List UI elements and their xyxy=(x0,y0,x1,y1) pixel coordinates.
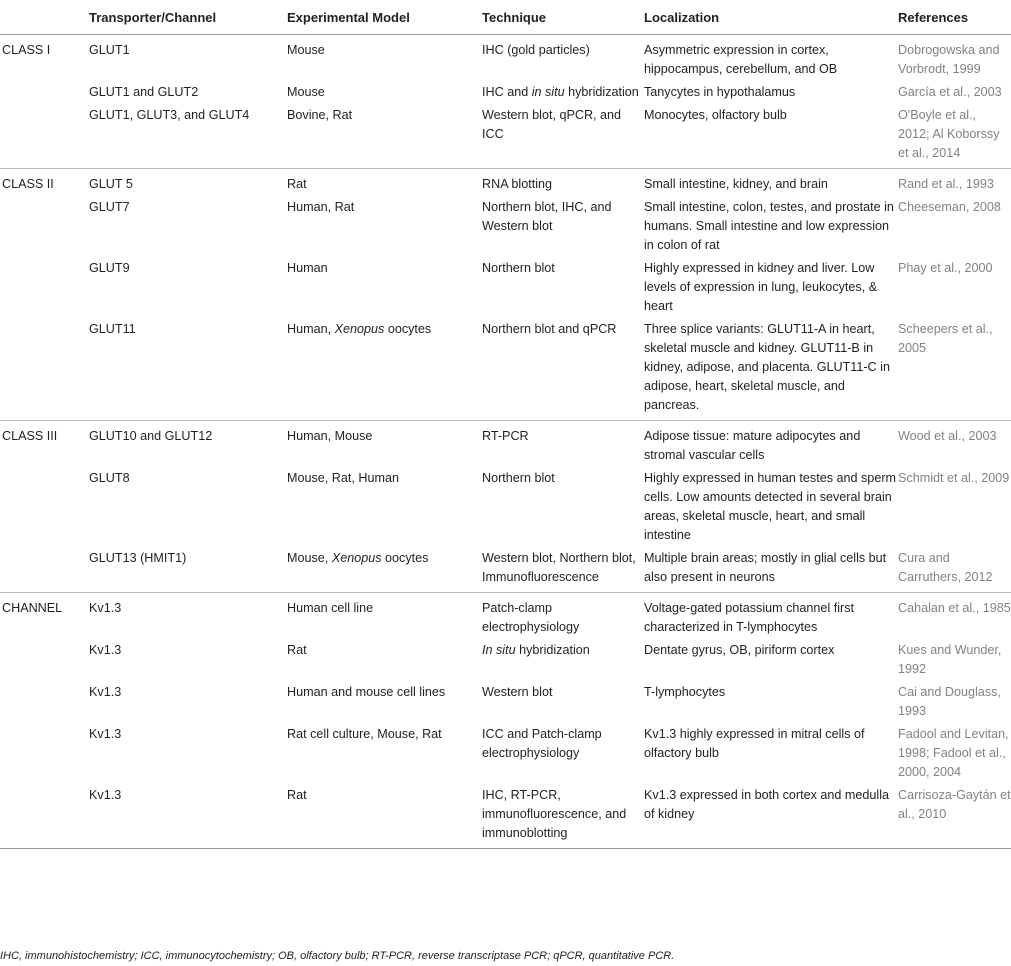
table-row xyxy=(0,545,1011,593)
class-label xyxy=(0,782,89,849)
model-text: Human, xyxy=(287,322,335,336)
transporter-cell: Kv1.3 xyxy=(89,685,122,699)
localization-cell: Voltage-gated potassium channel first characterized in T-lymphocytes xyxy=(644,601,855,634)
reference-cell: Kues and Wunder, 1992 xyxy=(898,643,1002,676)
transporter-cell: Kv1.3 xyxy=(89,643,122,657)
table-row xyxy=(0,593,1011,638)
class-label xyxy=(0,545,89,593)
transporter-cell: GLUT8 xyxy=(89,471,130,485)
localization-cell: Adipose tissue: mature adipocytes and stromal vascular cells xyxy=(644,429,861,462)
technique-cell: Western blot, qPCR, and ICC xyxy=(482,102,644,169)
class-label: CLASS I xyxy=(2,43,51,57)
reference-cell: Cheeseman, 2008 xyxy=(898,200,1001,214)
header-references: References xyxy=(898,0,1011,35)
reference-cell: Fadool and Levitan, 1998; Fadool et al., 2000, 2004 xyxy=(898,727,1009,779)
model-cell xyxy=(287,545,482,593)
transporter-cell: GLUT7 xyxy=(89,200,130,214)
reference-cell: Dobrogowska and Vorbrodt, 1999 xyxy=(898,43,1000,76)
technique-cell xyxy=(482,79,644,102)
technique-text: hybridization xyxy=(515,643,590,657)
transporter-cell: Kv1.3 xyxy=(89,727,122,741)
model-italic-text: Xenopus xyxy=(334,322,385,336)
model-text: oocytes xyxy=(384,322,432,336)
table-row xyxy=(0,102,1011,169)
reference-cell: O'Boyle et al., 2012; Al Koborssy et al., 2014 xyxy=(898,102,1011,169)
transporter-cell: GLUT1, GLUT3, and GLUT4 xyxy=(89,102,287,169)
table-row xyxy=(0,316,1011,421)
transporter-cell: Kv1.3 xyxy=(89,601,122,615)
transporter-cell: GLUT9 xyxy=(89,261,130,275)
class-label xyxy=(0,465,89,545)
technique-cell: Northern blot, IHC, and Western blot xyxy=(482,200,612,233)
technique-cell: Patch-clamp electrophysiology xyxy=(482,601,580,634)
technique-cell: Western blot xyxy=(482,685,553,699)
technique-cell: RNA blotting xyxy=(482,177,553,191)
technique-cell: Northern blot and qPCR xyxy=(482,316,644,421)
model-cell: Rat xyxy=(287,177,307,191)
localization-cell: Highly expressed in human testes and sperm cells. Low amounts detected in several brain areas, skeletal muscle, heart, and small intestine xyxy=(644,471,897,542)
table-row xyxy=(0,255,1011,316)
transporter-cell: GLUT10 and GLUT12 xyxy=(89,429,213,443)
reference-cell: Rand et al., 1993 xyxy=(898,177,994,191)
table-row xyxy=(0,169,1011,195)
technique-italic-text: In situ xyxy=(482,643,516,657)
class-label: CLASS II xyxy=(2,177,54,191)
model-cell: Mouse, Rat, Human xyxy=(287,471,399,485)
table-row xyxy=(0,35,1011,80)
table-row xyxy=(0,79,1011,102)
technique-text: hybridization xyxy=(564,85,639,99)
table-row xyxy=(0,679,1011,721)
reference-cell: Cahalan et al., 1985 xyxy=(898,601,1011,615)
model-cell: Bovine, Rat xyxy=(287,102,482,169)
table-row xyxy=(0,637,1011,679)
model-cell: Rat xyxy=(287,782,482,849)
reference-cell: Carrisoza-Gaytán et al., 2010 xyxy=(898,782,1011,849)
localization-cell: Tanycytes in hypothalamus xyxy=(644,85,796,99)
table-row xyxy=(0,465,1011,545)
transporter-cell: GLUT11 xyxy=(89,316,287,421)
model-cell: Mouse xyxy=(287,43,325,57)
class-label xyxy=(0,194,89,255)
technique-cell: ICC and Patch-clamp electrophysiology xyxy=(482,727,602,760)
technique-cell: RT-PCR xyxy=(482,429,529,443)
table-row xyxy=(0,421,1011,466)
technique-cell: Northern blot xyxy=(482,471,555,485)
model-cell: Human, Rat xyxy=(287,200,355,214)
class-label xyxy=(0,255,89,316)
transporter-cell: GLUT1 xyxy=(89,43,130,57)
model-cell: Rat xyxy=(287,643,307,657)
class-label xyxy=(0,679,89,721)
localization-cell: Three splice variants: GLUT11-A in heart, skeletal muscle and kidney. GLUT11-B in kidney, adipose, and placenta. GLUT11-C in adipose, heart, skeletal muscle, and pancreas. xyxy=(644,316,898,421)
table-row xyxy=(0,721,1011,782)
model-italic-text: Xenopus xyxy=(331,551,382,565)
table-row xyxy=(0,782,1011,849)
reference-cell: García et al., 2003 xyxy=(898,85,1002,99)
header-class xyxy=(0,0,89,35)
model-cell xyxy=(287,316,482,421)
transporter-cell: Kv1.3 xyxy=(89,782,287,849)
localization-cell: Small intestine, kidney, and brain xyxy=(644,177,828,191)
class-label: CLASS III xyxy=(2,429,58,443)
technique-cell: IHC (gold particles) xyxy=(482,43,590,57)
model-cell: Human cell line xyxy=(287,601,374,615)
model-cell: Human and mouse cell lines xyxy=(287,685,446,699)
table-row xyxy=(0,194,1011,255)
reference-cell: Cura and Carruthers, 2012 xyxy=(898,545,1011,593)
model-cell: Rat cell culture, Mouse, Rat xyxy=(287,727,442,741)
localization-cell: Highly expressed in kidney and liver. Low levels of expression in lung, leukocytes, & heart xyxy=(644,261,878,313)
header-row xyxy=(0,0,1011,35)
table-body xyxy=(0,35,1011,849)
localization-cell: Kv1.3 expressed in both cortex and medulla of kidney xyxy=(644,782,898,849)
model-text: Mouse, xyxy=(287,551,332,565)
reference-cell: Scheepers et al., 2005 xyxy=(898,316,1011,421)
model-cell: Mouse xyxy=(287,85,325,99)
transporter-cell: GLUT1 and GLUT2 xyxy=(89,85,199,99)
model-cell: Human xyxy=(287,261,328,275)
localization-cell: T-lymphocytes xyxy=(644,685,726,699)
model-cell: Human, Mouse xyxy=(287,429,373,443)
reference-cell: Schmidt et al., 2009 xyxy=(898,471,1010,485)
class-label xyxy=(0,102,89,169)
transporter-cell: GLUT13 (HMIT1) xyxy=(89,545,287,593)
class-label: CHANNEL xyxy=(2,601,63,615)
model-text: oocytes xyxy=(381,551,429,565)
class-label xyxy=(0,721,89,782)
technique-cell: Western blot, Northern blot, Immunofluorescence xyxy=(482,545,644,593)
technique-cell: Northern blot xyxy=(482,261,555,275)
technique-cell: IHC, RT-PCR, immunofluorescence, and immunoblotting xyxy=(482,782,644,849)
localization-cell: Kv1.3 highly expressed in mitral cells of olfactory bulb xyxy=(644,727,865,760)
header-transporter: Transporter/Channel xyxy=(89,0,287,35)
localization-cell: Multiple brain areas; mostly in glial cells but also present in neurons xyxy=(644,545,898,593)
class-label xyxy=(0,316,89,421)
transporter-cell: GLUT 5 xyxy=(89,177,133,191)
technique-cell xyxy=(482,637,644,679)
localization-cell: Dentate gyrus, OB, piriform cortex xyxy=(644,643,835,657)
reference-cell: Wood et al., 2003 xyxy=(898,429,997,443)
header-technique: Technique xyxy=(482,0,644,35)
reference-cell: Phay et al., 2000 xyxy=(898,261,993,275)
reference-cell: Cai and Douglass, 1993 xyxy=(898,685,1001,718)
technique-text: IHC and xyxy=(482,85,532,99)
technique-italic-text: in situ xyxy=(531,85,565,99)
class-label xyxy=(0,637,89,679)
localization-cell: Asymmetric expression in cortex, hippocampus, cerebellum, and OB xyxy=(644,43,838,76)
localization-cell: Monocytes, olfactory bulb xyxy=(644,102,898,169)
header-model: Experimental Model xyxy=(287,0,482,35)
class-label xyxy=(0,79,89,102)
header-localization: Localization xyxy=(644,0,898,35)
table-footnote: IHC, immunohistochemistry; ICC, immunocytochemistry; OB, olfactory bulb; RT-PCR, reverse transcriptase PCR; qPCR, quantitative PCR. xyxy=(0,950,675,962)
localization-cell: Small intestine, colon, testes, and prostate in humans. Small intestine and low expression in colon of rat xyxy=(644,200,894,252)
